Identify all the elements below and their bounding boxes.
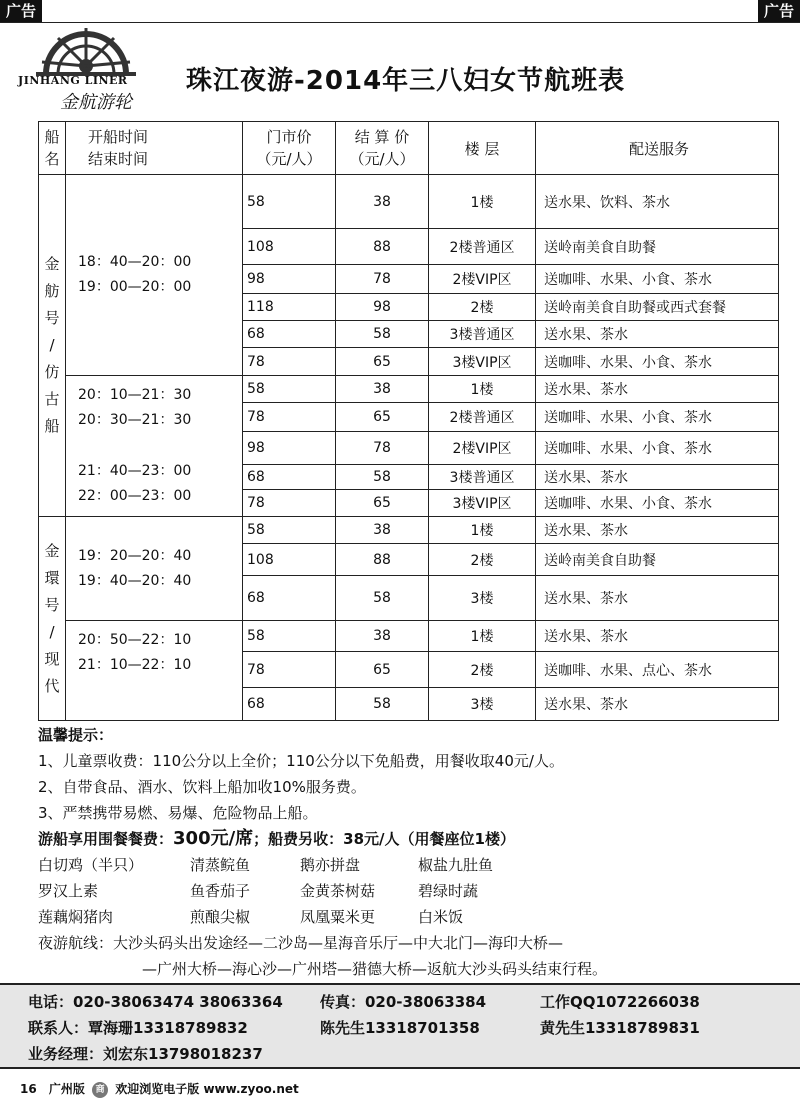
- header-ship: [39, 122, 66, 175]
- contact-row: [28, 991, 700, 1012]
- header-floor: 楼 层: [429, 122, 536, 175]
- ship1-name-char: 金: [44, 255, 60, 273]
- service-cell: 送岭南美食自助餐: [536, 544, 779, 576]
- departure-time: 20：10—21：30: [78, 387, 192, 403]
- price-cell: 68: [243, 465, 336, 490]
- floor-cell: 3楼VIP区: [429, 490, 536, 517]
- service-cell: 送水果、茶水: [536, 321, 779, 348]
- departure-time: 19：20—20：40: [78, 547, 192, 564]
- settle-cell: 38: [336, 621, 429, 652]
- header-ship-label: 船名: [44, 128, 60, 168]
- table-row: [39, 517, 779, 544]
- ship2-name: [39, 517, 66, 721]
- header-settle-label: 结 算 价: [354, 128, 410, 146]
- footer-text: 欢迎浏览电子版 www.zyoo.net: [115, 1082, 299, 1096]
- departure-time: 22：00—23：00: [78, 488, 192, 504]
- ship1-group2-times: [66, 376, 243, 517]
- price-cell: 98: [243, 265, 336, 294]
- price-cell: 68: [243, 688, 336, 721]
- banquet-prefix: 游船享用围餐餐费：: [38, 830, 174, 848]
- settle-cell: 58: [336, 576, 429, 621]
- edition-label: 广州版: [48, 1082, 85, 1096]
- floor-cell: 3楼普通区: [429, 465, 536, 490]
- settle-cell: 88: [336, 229, 429, 265]
- departure-time: 19：00—20：00: [78, 279, 192, 295]
- service-cell: 送咖啡、水果、小食、茶水: [536, 265, 779, 294]
- dish-item: 鱼香茄子: [190, 882, 251, 900]
- top-divider: [0, 22, 800, 23]
- service-cell: 送岭南美食自助餐或西式套餐: [536, 294, 779, 321]
- floor-cell: 1楼: [429, 621, 536, 652]
- settle-cell: 65: [336, 490, 429, 517]
- service-cell: 送水果、茶水: [536, 517, 779, 544]
- logo-english: JINHANG LINER: [18, 74, 128, 87]
- contact-row: [28, 1017, 700, 1038]
- fax-number: 传真：020-38063384: [320, 993, 487, 1011]
- header-time: [66, 122, 243, 175]
- banquet-info: [38, 826, 788, 852]
- service-cell: 送咖啡、水果、小食、茶水: [536, 490, 779, 517]
- ship2-name-char: 现: [44, 649, 60, 668]
- ship1-group1-times: [66, 175, 243, 376]
- floor-cell: 2楼VIP区: [429, 432, 536, 465]
- ship2-name-char: 金: [44, 541, 60, 560]
- ship2-group2-times: [66, 621, 243, 721]
- ship1-name: [39, 175, 66, 517]
- price-cell: 68: [243, 576, 336, 621]
- ship2-name-char: /: [49, 622, 55, 641]
- notes-heading: 温馨提示：: [38, 726, 114, 744]
- logo-chinese: 金航游轮: [60, 92, 132, 113]
- service-cell: 送水果、茶水: [536, 576, 779, 621]
- departure-time: 20：50—22：10: [78, 631, 192, 648]
- contact-person: 联系人：覃海珊13318789832: [28, 1019, 248, 1037]
- floor-cell: 2楼: [429, 652, 536, 688]
- dish-item: 煎酿尖椒: [190, 908, 251, 926]
- service-cell: 送水果、茶水: [536, 688, 779, 721]
- service-cell: 送咖啡、水果、小食、茶水: [536, 348, 779, 376]
- settle-cell: 65: [336, 348, 429, 376]
- service-cell: 送水果、饮料、茶水: [536, 175, 779, 229]
- settle-cell: 65: [336, 403, 429, 432]
- dish-list: [38, 852, 788, 930]
- contact-bar: [0, 983, 800, 1069]
- settle-cell: 65: [336, 652, 429, 688]
- floor-cell: 2楼普通区: [429, 229, 536, 265]
- settle-cell: 78: [336, 432, 429, 465]
- departure-time: 20：30—21：30: [78, 412, 192, 428]
- spacer: [78, 433, 238, 459]
- contact-row: [28, 1043, 263, 1064]
- service-cell: 送岭南美食自助餐: [536, 229, 779, 265]
- ship1-name-char: 舫: [44, 282, 60, 300]
- price-cell: 108: [243, 229, 336, 265]
- phone-number: 电话：020-38063474 38063364: [28, 993, 283, 1011]
- header-service: 配送服务: [536, 122, 779, 175]
- header-price-label: 门市价: [266, 128, 312, 146]
- header-price: [243, 122, 336, 175]
- page-footer: [20, 1080, 299, 1098]
- price-cell: 108: [243, 544, 336, 576]
- price-cell: 78: [243, 403, 336, 432]
- dish-item: 凤凰粟米更: [300, 908, 376, 926]
- price-cell: 68: [243, 321, 336, 348]
- service-cell: 送咖啡、水果、小食、茶水: [536, 403, 779, 432]
- departure-time: 19：40—20：40: [78, 572, 192, 589]
- settle-cell: 38: [336, 175, 429, 229]
- table-row: [39, 175, 779, 229]
- price-cell: 58: [243, 175, 336, 229]
- note-item: 1、儿童票收费：110公分以上全价；110公分以下免船费，用餐收取40元/人。: [38, 752, 564, 770]
- dish-item: 鹅亦拼盘: [300, 856, 361, 874]
- ad-label-left: 广告: [0, 0, 42, 22]
- price-cell: 58: [243, 376, 336, 403]
- notes-section: [38, 722, 788, 982]
- settle-cell: 58: [336, 465, 429, 490]
- qq-number: 工作QQ1072266038: [540, 993, 700, 1011]
- price-cell: 118: [243, 294, 336, 321]
- settle-cell: 38: [336, 376, 429, 403]
- floor-cell: 1楼: [429, 376, 536, 403]
- dish-item: 莲藕焖猪肉: [38, 908, 114, 926]
- contact-person: 陈先生13318701358: [320, 1019, 480, 1037]
- ship1-name-char: 仿: [44, 363, 60, 381]
- dish-item: 椒盐九肚鱼: [418, 856, 494, 874]
- floor-cell: 3楼: [429, 688, 536, 721]
- dish-item: 碧绿时蔬: [418, 882, 479, 900]
- page-number: 16: [20, 1082, 37, 1096]
- header-time-end: 结束时间: [88, 150, 149, 168]
- badge-icon: 商: [92, 1082, 108, 1098]
- floor-cell: 3楼普通区: [429, 321, 536, 348]
- header-time-start: 开船时间: [88, 128, 149, 146]
- note-item: 2、自带食品、酒水、饮料上船加收10%服务费。: [38, 778, 366, 796]
- ship2-name-char: 号: [44, 595, 60, 614]
- floor-cell: 1楼: [429, 175, 536, 229]
- contact-person: 黄先生13318789831: [540, 1019, 700, 1037]
- banquet-price: 300元/席: [173, 828, 254, 849]
- service-cell: 送水果、茶水: [536, 376, 779, 403]
- ad-label-right: 广告: [758, 0, 800, 22]
- header-settle: [336, 122, 429, 175]
- dish-item: 白切鸡（半只）: [38, 856, 144, 874]
- settle-cell: 58: [336, 321, 429, 348]
- departure-time: 21：10—22：10: [78, 656, 192, 673]
- service-cell: 送咖啡、水果、点心、茶水: [536, 652, 779, 688]
- floor-cell: 2楼VIP区: [429, 265, 536, 294]
- price-cell: 78: [243, 490, 336, 517]
- banquet-suffix: ；船费另收：38元/人（用餐座位1楼）: [253, 830, 515, 848]
- floor-cell: 2楼普通区: [429, 403, 536, 432]
- dish-item: 白米饭: [418, 908, 464, 926]
- page-title: 珠江夜游-2014年三八妇女节航班表: [186, 66, 626, 96]
- floor-cell: 1楼: [429, 517, 536, 544]
- price-cell: 78: [243, 652, 336, 688]
- route-line-2: —广州大桥—海心沙—广州塔—猎德大桥—返航大沙头码头结束行程。: [142, 960, 608, 978]
- ship1-name-char: 号: [44, 309, 60, 327]
- service-cell: 送水果、茶水: [536, 465, 779, 490]
- settle-cell: 98: [336, 294, 429, 321]
- company-logo: [14, 26, 154, 118]
- settle-cell: 88: [336, 544, 429, 576]
- dish-item: 清蒸鲩鱼: [190, 856, 251, 874]
- schedule-table: [38, 121, 779, 721]
- floor-cell: 2楼: [429, 544, 536, 576]
- price-cell: 98: [243, 432, 336, 465]
- ship1-name-char: /: [49, 336, 55, 354]
- departure-time: 18：40—20：00: [78, 254, 192, 270]
- floor-cell: 3楼VIP区: [429, 348, 536, 376]
- header-price-unit: （元/人）: [256, 150, 322, 168]
- price-cell: 78: [243, 348, 336, 376]
- ship2-name-char: 代: [44, 676, 60, 695]
- ship1-name-char: 古: [44, 390, 60, 408]
- ship2-name-char: 環: [44, 568, 60, 587]
- dish-item: 金黄茶树菇: [300, 882, 376, 900]
- header-settle-unit: （元/人）: [349, 150, 415, 168]
- service-cell: 送水果、茶水: [536, 621, 779, 652]
- settle-cell: 78: [336, 265, 429, 294]
- table-row: [39, 621, 779, 652]
- ship1-name-char: 船: [44, 417, 60, 435]
- floor-cell: 3楼: [429, 576, 536, 621]
- service-cell: 送咖啡、水果、小食、茶水: [536, 432, 779, 465]
- route-line-1: 夜游航线：大沙头码头出发途经—二沙岛—星海音乐厅—中大北门—海印大桥—: [38, 934, 564, 952]
- departure-time: 21：40—23：00: [78, 463, 192, 479]
- price-cell: 58: [243, 517, 336, 544]
- settle-cell: 58: [336, 688, 429, 721]
- ship2-group1-times: [66, 517, 243, 621]
- business-manager: 业务经理：刘宏东13798018237: [28, 1045, 263, 1063]
- dish-item: 罗汉上素: [38, 882, 99, 900]
- note-item: 3、严禁携带易燃、易爆、危险物品上船。: [38, 804, 318, 822]
- table-row: [39, 376, 779, 403]
- price-cell: 58: [243, 621, 336, 652]
- settle-cell: 38: [336, 517, 429, 544]
- table-header-row: [39, 122, 779, 175]
- floor-cell: 2楼: [429, 294, 536, 321]
